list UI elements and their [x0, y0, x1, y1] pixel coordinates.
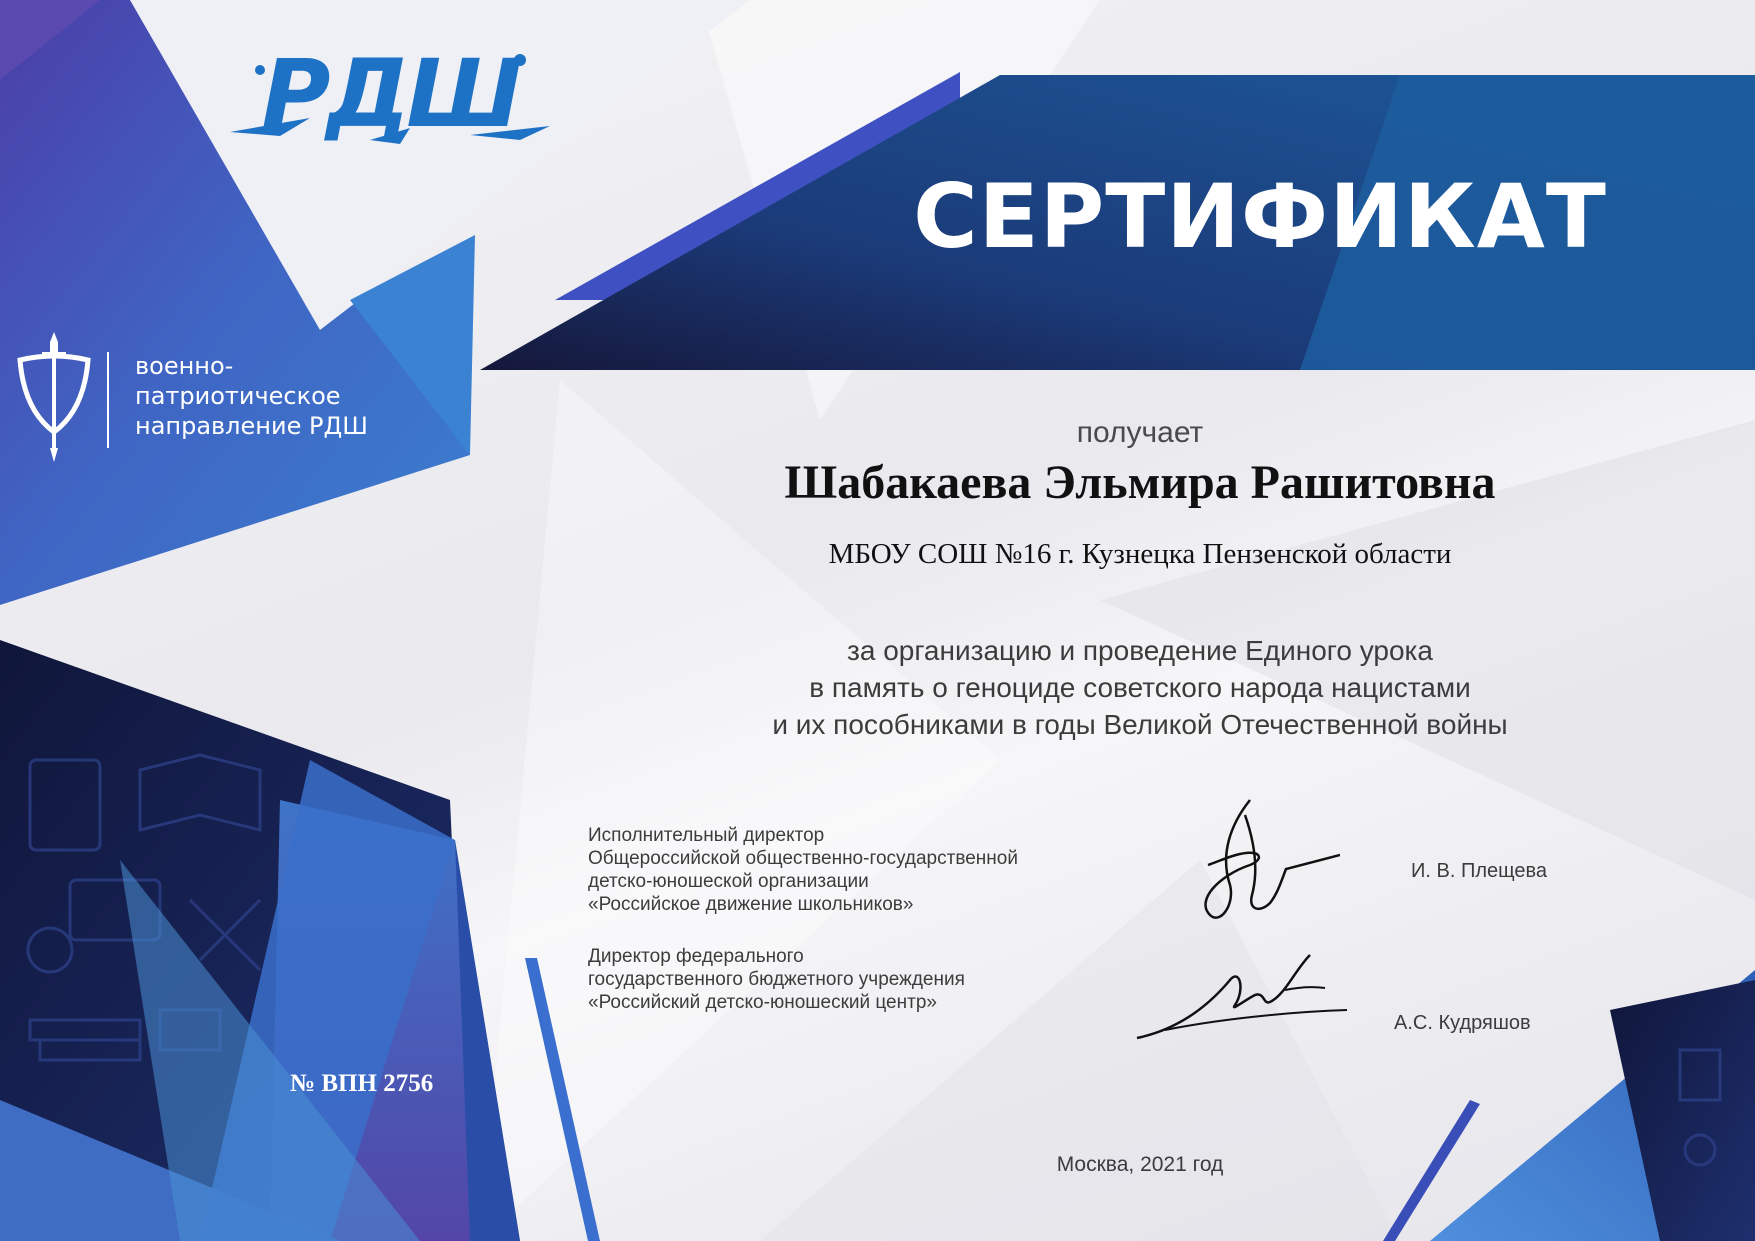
place-and-date: Москва, 2021 год	[1056, 1153, 1224, 1176]
emblem-caption-line: военно-	[135, 352, 234, 380]
emblem-caption	[135, 351, 435, 441]
award-reason-line: за организацию и проведение Единого урока	[847, 635, 1433, 666]
signatory-position-line: Исполнительный директор	[588, 825, 825, 846]
emblem-divider	[107, 352, 109, 448]
signature-2	[1135, 950, 1350, 1045]
signatory-2-position	[588, 945, 1108, 1014]
certificate-title: СЕРТИФИКАТ	[913, 165, 1607, 268]
signatory-2-name: А.С. Кудряшов	[1394, 1012, 1531, 1034]
signatory-position-line: «Российский детско-юношеский центр»	[588, 992, 937, 1013]
receives-label: получает	[1076, 416, 1204, 449]
recipient-name: Шабакаева Эльмира Рашитовна	[784, 456, 1496, 509]
rdsh-logo	[220, 40, 560, 150]
recipient-organization: МБОУ СОШ №16 г. Кузнецка Пензенской области	[828, 538, 1452, 570]
signature-1	[1190, 795, 1340, 930]
signatory-position-line: Директор федерального	[588, 946, 804, 967]
signatory-1-position	[588, 824, 1108, 916]
logo-text: РДШ	[261, 40, 519, 149]
award-reason-line: в память о геноциде советского народа нацистами	[809, 672, 1471, 703]
shield-sword-icon	[14, 330, 94, 465]
signatory-position-line: Общероссийской общественно-государственной	[588, 848, 1018, 869]
signatory-position-line: детско-юношеской организации	[588, 871, 869, 892]
award-reason-line: и их пособниками в годы Великой Отечественной войны	[772, 709, 1508, 740]
signatory-position-line: государственного бюджетного учреждения	[588, 969, 965, 990]
award-reason	[640, 632, 1640, 743]
certificate-number: № ВПН 2756	[290, 1070, 434, 1097]
signatory-1-name: И. В. Плещева	[1411, 860, 1547, 882]
signatory-position-line: «Российское движение школьников»	[588, 894, 914, 915]
emblem-caption-line: направление РДШ	[135, 412, 368, 440]
emblem-caption-line: патриотическое	[135, 382, 341, 410]
